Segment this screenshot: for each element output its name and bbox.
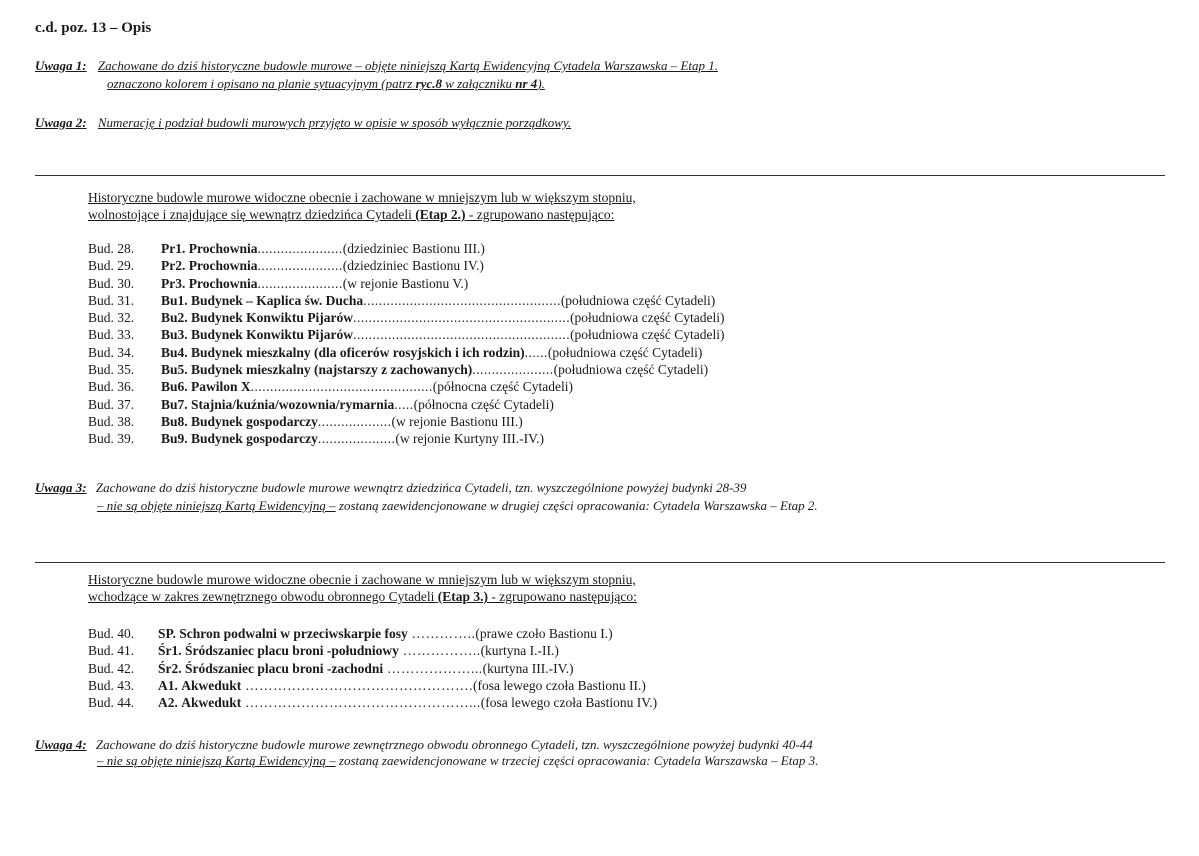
note-4-line-1: Zachowane do dziś historyczne budowle murowe zewnętrznego obwodu obronnego Cytadeli, tzn. wyszczególnione powyżej budynki 40-44: [95, 737, 813, 752]
building-code: SP.: [158, 626, 176, 641]
building-name: Schron podwalni w przeciwskarpie fosy: [179, 626, 408, 641]
leader-dots: ....................: [317, 431, 396, 447]
page-heading: c.d. poz. 13 – Opis: [35, 20, 152, 36]
building-number: Bud. 29.: [88, 258, 135, 274]
building-location: (południowa część Cytadeli): [547, 344, 703, 360]
building-name: Akwedukt: [181, 695, 242, 711]
note-3-label: Uwaga 3:: [35, 480, 87, 495]
section-3-intro-line-1: Historyczne budowle murowe widoczne obecnie i zachowane w mniejszym lub w większym stopniu,: [88, 572, 636, 587]
leader-dots: ......................: [257, 241, 343, 256]
note-1: [35, 58, 1175, 94]
leader-dots: .....................: [472, 362, 554, 378]
section-2-intro-line-2: wolnostojące i znajdujące się wewnątrz dziedzińca Cytadeli (Etap 2.) - zgrupowano następująco:: [88, 207, 615, 222]
building-name: Budynek gospodarczy: [191, 431, 318, 447]
leader-dots: …………..: [407, 626, 476, 641]
building-location: (w rejonie Bastionu III.): [391, 413, 523, 429]
note-2-label: Uwaga 2:: [35, 115, 87, 130]
building-code: Bu2.: [161, 310, 188, 326]
building-number: Bud. 32.: [88, 310, 135, 326]
note-2: [35, 115, 1175, 131]
building-name: Pawilon X: [191, 379, 251, 395]
note-1-label: Uwaga 1:: [35, 58, 87, 73]
building-number: Bud. 40.: [88, 626, 135, 641]
building-code: Śr1.: [158, 643, 182, 659]
building-code: Bu8.: [161, 413, 188, 429]
note-3-line-2: – nie są objęte niniejszą Kartą Ewidencyjną – zostaną zaewidencjonowane w drugiej części opracowania: Cytadela Warszawska – Etap 2.: [97, 498, 818, 513]
leader-dots: ...................: [317, 413, 392, 429]
building-location: (południowa część Cytadeli): [553, 362, 709, 378]
building-name: Stajnia/kuźnia/wozownia/rymarnia: [191, 396, 395, 412]
note-4-label: Uwaga 4:: [35, 737, 87, 752]
building-name: Akwedukt: [181, 677, 242, 693]
leader-dots: ......................: [257, 258, 343, 274]
building-number: Bud. 38.: [88, 413, 135, 429]
building-location: (południowa część Cytadeli): [570, 310, 725, 326]
section-3-intro: [88, 571, 637, 605]
building-code: Pr1.: [161, 241, 186, 256]
building-number: Bud. 42.: [88, 660, 135, 676]
building-name: Budynek Konwiktu Pijarów: [191, 327, 354, 343]
section-3-intro-line-2: wchodzące w zakres zewnętrznego obwodu obronnego Cytadeli (Etap 3.) - zgrupowano następująco:: [88, 589, 637, 604]
building-location: (dziedziniec Bastionu III.): [342, 241, 485, 256]
building-location: (północna część Cytadeli): [432, 379, 573, 395]
building-name: Prochownia: [188, 241, 258, 256]
building-location: (południowa część Cytadeli): [560, 292, 716, 308]
building-name: Prochownia: [188, 275, 258, 291]
building-location: (fosa lewego czoła Bastionu IV.): [480, 695, 658, 711]
note-3: [35, 480, 1175, 516]
building-code: A2.: [158, 695, 178, 711]
leader-dots: ...................................................: [363, 292, 561, 308]
leader-dots: ......: [524, 344, 548, 360]
building-number: Bud. 44.: [88, 695, 135, 711]
building-name: Śródszaniec placu broni -zachodni: [185, 660, 384, 676]
building-location: (w rejonie Bastionu V.): [342, 275, 469, 291]
building-code: Bu1.: [161, 292, 188, 308]
leader-dots: ……………..: [398, 643, 481, 659]
leader-dots: .....: [394, 396, 414, 412]
note-4: [35, 737, 1175, 773]
leader-dots: ........................................................: [353, 310, 571, 326]
leader-dots: ………………………………………….: [241, 677, 474, 693]
building-location: (południowa część Cytadeli): [570, 327, 725, 343]
building-name: Budynek mieszkalny (najstarszy z zachowanych): [191, 362, 473, 378]
building-code: A1.: [158, 677, 178, 693]
building-location: (fosa lewego czoła Bastionu II.): [473, 677, 646, 693]
building-code: Bu7.: [161, 396, 188, 412]
divider-2: [35, 562, 1165, 563]
building-name: Budynek – Kaplica św. Ducha: [191, 292, 364, 308]
building-location: (kurtyna I.-II.): [480, 643, 559, 659]
building-location: (w rejonie Kurtyny III.-IV.): [395, 431, 545, 447]
building-location: (prawe czoło Bastionu I.): [475, 626, 613, 641]
building-name: Budynek mieszkalny (dla oficerów rosyjskich i ich rodzin): [191, 344, 525, 360]
building-code: Śr2.: [158, 660, 182, 676]
note-1-line-1: Zachowane do dziś historyczne budowle murowe – objęte niniejszą Kartą Ewidencyjną Cytadela Warszawska – Etap 1.: [97, 58, 719, 73]
building-number: Bud. 36.: [88, 379, 135, 395]
leader-dots: ...............................................: [250, 379, 433, 395]
building-code: Bu9.: [161, 431, 188, 447]
building-location: (kurtyna III.-IV.): [482, 660, 574, 676]
building-code: Bu3.: [161, 327, 188, 343]
building-name: Budynek gospodarczy: [191, 413, 318, 429]
section-2-intro-line-1: Historyczne budowle murowe widoczne obecnie i zachowane w mniejszym lub w większym stopniu,: [88, 190, 636, 205]
note-2-line-1: Numerację i podział budowli murowych przyjęto w opisie w sposób wyłącznie porządkowy.: [97, 115, 572, 130]
building-number: Bud. 37.: [88, 396, 135, 412]
building-name: Śródszaniec placu broni -południowy: [185, 643, 399, 659]
leader-dots: …………………………………………...: [241, 695, 481, 711]
building-number: Bud. 33.: [88, 327, 135, 343]
building-location: (dziedziniec Bastionu IV.): [342, 258, 484, 274]
leader-dots: ………………...: [383, 660, 483, 676]
building-number: Bud. 41.: [88, 643, 135, 659]
building-name: Budynek Konwiktu Pijarów: [191, 310, 354, 326]
building-number: Bud. 34.: [88, 344, 135, 360]
note-4-line-2: – nie są objęte niniejszą Kartą Ewidencyjną – zostaną zaewidencjonowane w trzeciej części opracowania: Cytadela Warszawska – Etap 3.: [97, 753, 819, 768]
building-number: Bud. 30.: [88, 275, 135, 291]
leader-dots: ........................................................: [353, 327, 571, 343]
building-number: Bud. 28.: [88, 241, 135, 256]
building-number: Bud. 31.: [88, 292, 135, 308]
building-name: Prochownia: [188, 258, 258, 274]
building-code: Pr2.: [161, 258, 186, 274]
divider-1: [35, 175, 1165, 176]
building-number: Bud. 39.: [88, 431, 135, 447]
note-1-line-2: oznaczono kolorem i opisano na planie sytuacyjnym (patrz ryc.8 w załączniku nr 4).: [107, 76, 545, 91]
building-number: Bud. 35.: [88, 362, 135, 378]
building-location: (północna część Cytadeli): [413, 396, 554, 412]
note-3-line-1: Zachowane do dziś historyczne budowle murowe wewnątrz dziedzińca Cytadeli, tzn. wyszczególnione powyżej budynki 28-39: [95, 480, 747, 495]
leader-dots: ......................: [257, 275, 343, 291]
building-code: Pr3.: [161, 275, 186, 291]
section-2-intro: [88, 189, 636, 223]
building-code: Bu5.: [161, 362, 188, 378]
building-number: Bud. 43.: [88, 677, 135, 693]
building-code: Bu4.: [161, 344, 188, 360]
building-code: Bu6.: [161, 379, 188, 395]
